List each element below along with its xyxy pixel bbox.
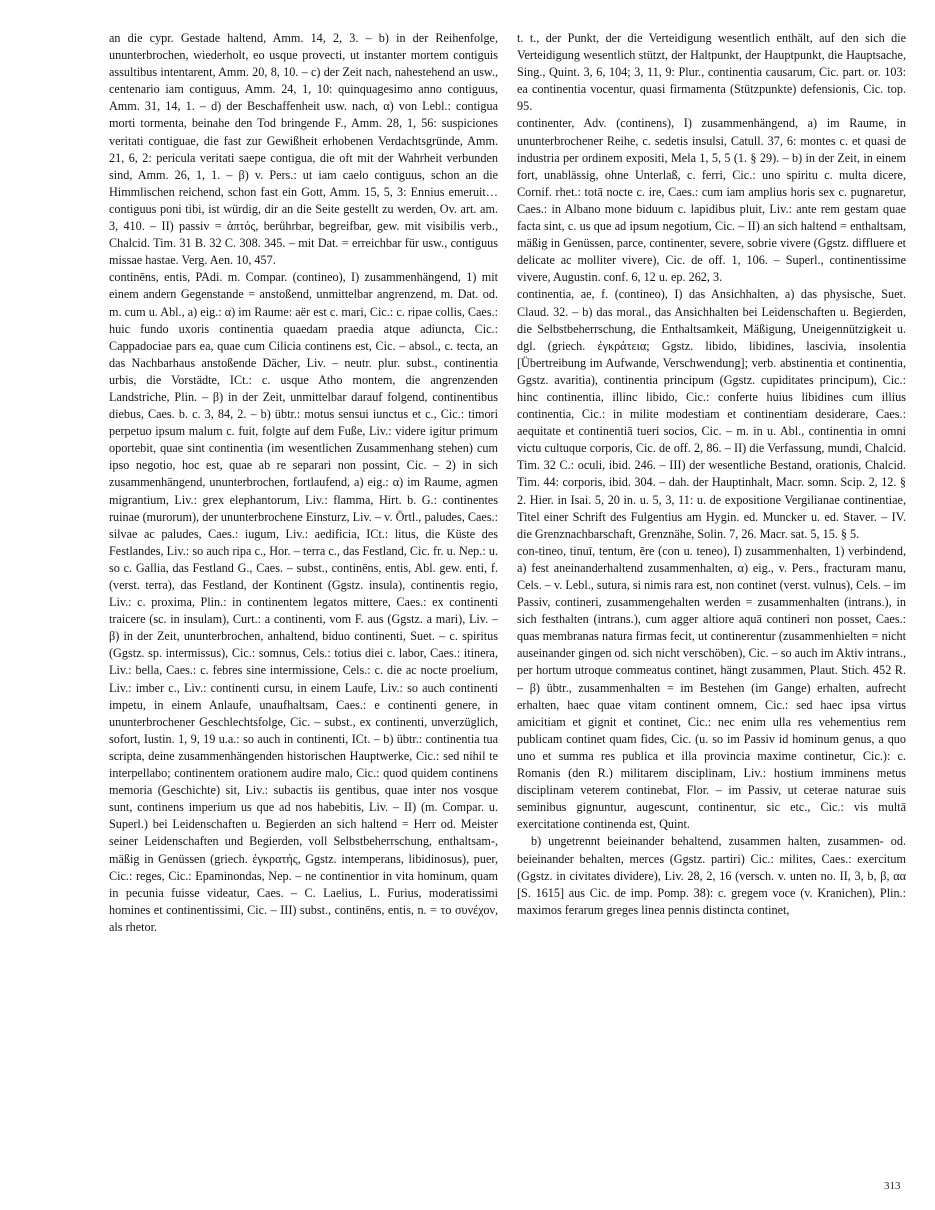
text-block: t. t., der Punkt, der die Verteidigung wesentlich enthält, auf den sich die Verteidigung wesentlich stützt, der Haltpunkt, der Hauptpunkt, die Hauptsache, Sing., Quint. 3, 6, 104; 3, 11, 9: Plur., continentia causarum, Cic. part. or. 103: ea continentia vocentur, quasi firmamenta (Stützpunkte) defensionis, Cic. top. 95. bbox=[517, 31, 906, 114]
entry-continens: continēns, entis, PAdi. m. Compar. (contineo), I) zusammenhängend, 1) mit einem andern Gegenstande = anstoßend, unmittelbar angrenzend, m. Dat. od. m. cum u. Abl., a) eig.: α) im Raume: aër est c. mari, Cic.: c. ripae collis, Caes.: huic fundo uxoris continentia quaedam praedia atque adiuncta, Cic.: Cappadociae pars ea, quae cum Cilicia continens est, Cic. – absol., c. tecta, an das Nachbarhaus anstoßende Dächer, Liv. – neutr. plur. subst., continentia urbis, die Vorstädte, ICt.: c. usque Atho montem, die angrenzenden Landstriche, Plin. – β) in der Zeit, unmittelbar darauf folgend, continentibus diebus, Caes. b. c. 3, 84, 2. – b) übtr.: motus sensui iunctus et c., Cic.: timori perpetuo ipsum malum c. fuit, folgte auf dem Fuße, Liv.: videre igitur primum oportebit, quae sint continentia (im wesentlichen Zusammenhang stehen) cum ipso negotio, hoc est, quae ab re separari non possint, Cic. – 2) in sich zusammenhängend, ununterbrochen, fortlaufend, a) eig.: α) im Raume, agmen migrantium, Liv.: grex elephantorum, Liv.: flamma, Hirt. b. G.: continentes ruinae (murorum), der ununterbrochene Einsturz, Liv. – v. Örtl., paludes, Caes.: silvae ac paludes, Caes.: iugum, Liv.: aedificia, ICt.: litus, die Küste des Festlandes, Liv.: so auch ripa c., Hor. – terra c., das Festland, Cic. fr. u. Nep.: u. so c. Gallia, das Festland G., Caes. – subst., continēns, entis, Abl. gew. enti, f. (verst. terra), das Festland, der Kontinent (Ggstz. insula), continentis regio, Liv.: c. proxima, Plin.: in continentem legatos mittere, Caes.: ex continenti traicere (sc. in insulam), Curt.: a continenti, vom F. aus (Ggstz. a mari), Liv. – β) in der Zeit, ununterbrochen, anhaltend, biduo continenti, Suet. – c. spiritus (Ggstz. sp. intermissus), Cic.: somnus, Cels.: totius diei c. labor, Caes.: itinera, Liv.: bella, Caes.: c. febres sine intermissione, Cels.: c. die ac nocte proelium, Liv.: imber c., Liv.: continenti cursu, in einem Laufe, Liv.: so auch continenti impetu, in einem Anlaufe, unaufhaltsam, Caes.: e continenti genere, in ununterbrochener Geschlechtsfolge, Cic. – subst., ex continenti, unverzüglich, sofort, Iustin. 1, 9, 19 u.a.: so auch in continenti, ICt. – b) übtr.: continentia tua scripta, deine zusammenhängenden historischen Hauptwerke, Cic.: sed nihil te interpellabo; continentem orationem audire malo, Cic.: quod quidem continens memoria (Geschichte) sit, Liv.: subactis iis gentibus, quae inter nos vosque sunt, continens imperium us que ad nos habebitis, Liv. – II) (m. Compar. u. Superl.) bei Leidenschaften u. Begierden an sich haltend = Herr od. Meister seiner Leidenschaften und Begierden, voll Selbstbeherrschung, enthaltsam-, mäßig in Genüssen (griech. ἐγκρατής, Ggstz. intemperans, libidinosus), puer, Cic.: reges, Cic.: Epaminondas, Nep. – ne continentior in vita hominum, quam in pecunia fuisse videatur, Caes. – C. Laelius, L. Furius, moderatissimi homines et continentissimi, Cic. – III) subst., continēns, entis, n. = το συνέχον, als rhetor. bbox=[109, 270, 498, 934]
entry-continentia: continentia, ae, f. (contineo), I) das Ansichhalten, a) das physische, Suet. Claud. 32. – b) das moral., das Ansichhalten bei Leidenschaften u. Begierden, die Selbstbeherrschung, die Enthaltsamkeit, Mäßigung, Uneigennützigkeit u. dgl. (griech. ἐγκράτεια; Ggstz. libido, libidines, lascivia, insolentia [Übertreibung im Aufwande, Verschwendung]; verb. abstinentia et continentia, Ggstz. avaritia), continentia principum (Ggstz. cupiditates principum), Cic.: hinc continentia, illinc libido, Cic.: conferte huius libidines cum illius continentia, Cic.: in milite modestiam et continentiam desiderare, Caes.: aequitate et continentiā tueri socios, Cic. – m. in u. Abl., continentia in omni victu cultuque corporis, Cic. de off. 2, 86. – II) die Verfassung, mundi, Chalcid. Tim. 32 C.: oculi, ibid. 246. – III) der wesentliche Bestand, orationis, Chalcid. Tim. 44: corporis, ibid. 304. – dah. der Hauptinhalt, Macr. somn. Scip. 2, 12. § 2. Hier. in Isai. 5, 20 in. u. 5, 3, 11: u. de expositione Vergilianae continentiae, Titel einer Schrift des Fulgentius am Hygin. ed. Muncker u. ed. Staver. – IV. die Grenznachbarschaft, Grenznähe, Solin. 7, 26. Macr. sat. 5, 15. § 5. bbox=[517, 287, 906, 541]
page-number: 313 bbox=[884, 1180, 901, 1192]
right-column bbox=[517, 30, 906, 919]
entry-continenter: continenter, Adv. (continens), I) zusammenhängend, a) im Raume, in ununterbrochener Reihe, c. sedetis insulsi, Catull. 37, 6: montes c. et quasi de industria per ordinem expositi, Mela 1, 5, 5 (1. § 29). – b) in der Zeit, in einem fort, unablässig, ohne Unterlaß, c. ferri, Cic.: uno spiritu c. multa dicere, Cornif. rhet.: totā nocte c. ire, Caes.: cum iam amplius horis sex c. pugnaretur, Caes.: in Albano mone biduum c. lapidibus pluit, Liv.: ante rem gestam quae facta sint, c. us que ad ipsum negotium, Cic. – II) an sich haltend = enthaltsam, mäßig in Genüssen, parce, continenter, severe, sobrie vivere (Ggstz. diffluere et delicate ac molliter vivere), Cic. de off. 1, 106. – Superl., continentissime vivere, Augustin. conf. 6, 12 u. ep. 262, 3. bbox=[517, 116, 906, 285]
text-block: an die cypr. Gestade haltend, Amm. 14, 2, 3. – b) in der Reihenfolge, ununterbrochen, wiederholt, eo usque provecti, ut instanter mortem contiguis assultibus intentarent, Amm. 20, 8, 10. – c) der Zeit nach, nahestehend an usw., centenario iam contiguus, Amm. 24, 1, 10: quinquagesimo anno contiguus, Amm. 31, 14, 1. – d) der Beschaffenheit usw. nach, α) von Lebl.: contigua morti tormenta, beinahe den Tod bringende F., Amm. 28, 1, 56: suspiciones veritati contiguae, die fast zur Gewißheit erhobenen Verdachtsgründe, Amm. 21, 6, 2: pericula veritati saepe contigua, die oft mit der Wahrheit verbunden sind, Amm. 26, 1, 1. – β) v. Pers.: ut iam caelo contiguus, schon an die Himmlischen reichend, schon fast ein Gott, Amm. 15, 5, 3: Ennius emeruit… contiguus poni tibi, ist würdig, dir an die Seite gestellt zu werden, Ov. art. am. 3, 410. – II) passiv = ἁπτός, berührbar, begreifbar, gew. mit visibilis verb., Chalcid. Tim. 31 B. 32 C. 308. 345. – mit Dat. = erreichbar für usw., contiguus missae hastae. Verg. Aen. 10, 457. bbox=[109, 31, 498, 268]
entry-contineo: con-tineo, tinuī, tentum, ēre (con u. teneo), I) zusammenhalten, 1) verbindend, a) fest aneinanderhaltend zusammenhalten, α) eig., v. Pers., fracturam manu, Cels. – v. Lebl., sutura, si nimis rara est, non continet (verst. vulnus), Cels. – im Passiv, contineri, zusammengehalten werden = zusammenhalten (intrans.), in sich festhalten (intrans.), cum agger altiore aquā contineri non posset, Caes.: quas membranas natura firmas fecit, ut continerentur (zusammenhielten = nicht auseinander gingen od. sich nicht verschöben), Cic. – so auch im Aktiv intrans., per hortum utroque commeatus continet, hängt zusammen, Plaut. Stich. 452 R. – β) übtr., zusammenhalten = im Bestehen (im Gange) erhalten, aufrecht erhalten, haec quae vitam continent omnem, Cic.: sed haec ipsa virtus amicitiam et gignit et continet, Cic.: nec enim ulla res vehementius rem publicam continet quam fides, Cic. (u. so im Passiv id hominum genus, a quo uno et summa res publica et illa provincia maxime continetur, Cic.): c. Romanis (den R.) militarem disciplinam, Liv.: hostium imminens metus disciplinam veterem continebat, Flor. – im Passiv, ut ceterae naturae suis seminibus gignuntur, augescunt, continentur, sic etc., Cic.: vis multā exercitatione continenda est, Quint. bbox=[517, 543, 906, 832]
entry-contineo-b: b) ungetrennt beieinander behaltend, zusammen halten, zusammen- od. beieinander behalten, merces (Ggstz. partiri) Cic.: milites, Caes.: exercitum (Ggstz. in civitates dividere), Liv. 28, 2, 16 (versch. v. unten no. II, 3, b, β, αα [S. 1615] aus Cic. de imp. Pomp. 38): c. gregem voce (v. Kranichen), Plin.: maximos ferarum greges linea pennis distincta continet, bbox=[517, 834, 906, 917]
left-column bbox=[109, 30, 498, 936]
